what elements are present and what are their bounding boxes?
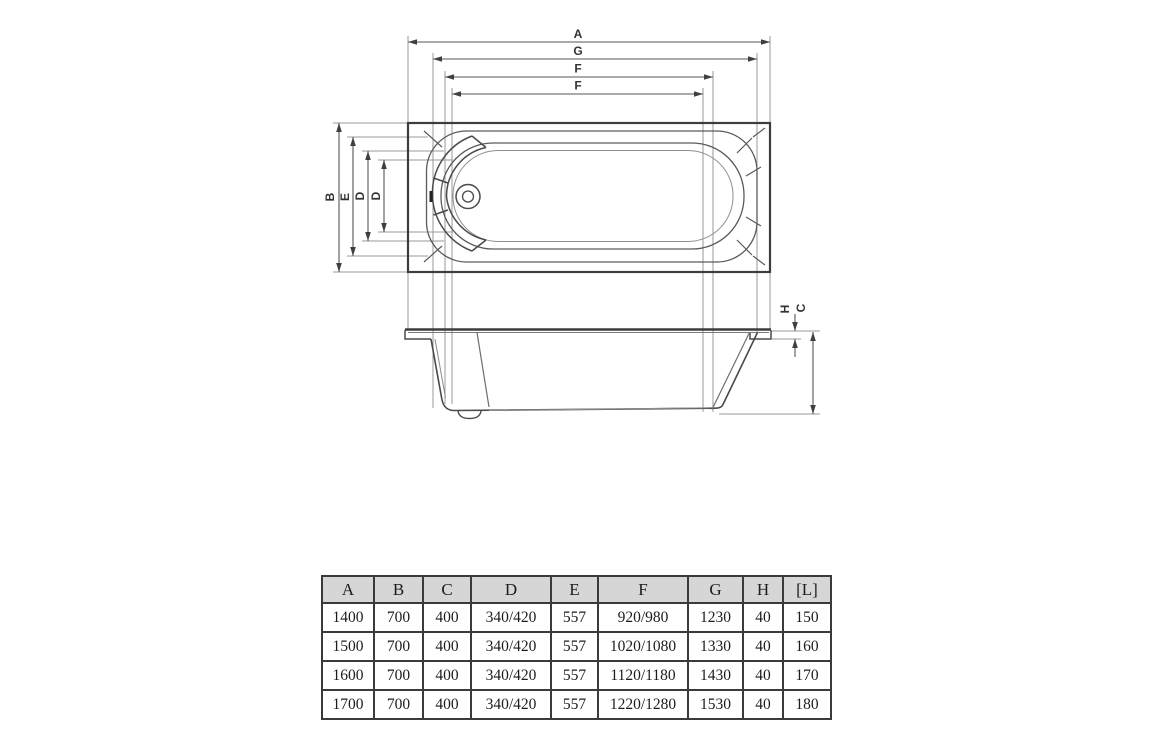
table-header-cell: D [471,576,551,603]
table-cell: 400 [423,632,471,661]
tub-foot [458,411,481,419]
table-header-row [322,576,831,603]
table-cell: 700 [374,661,423,690]
table-cell: 1230 [688,603,743,632]
table-body [322,603,831,719]
table-cell: 400 [423,661,471,690]
table-cell: 40 [743,690,783,719]
basin-bottom-edge [453,151,733,242]
table-cell: 700 [374,603,423,632]
dim-label-d1: D [353,191,367,201]
table-cell: 340/420 [471,661,551,690]
table-head [322,576,831,603]
table-cell: 180 [783,690,831,719]
table-cell: 400 [423,690,471,719]
table-cell: 557 [551,690,598,719]
dim-label-d2: D [369,191,383,201]
right-dimensions [778,303,816,414]
table-cell: 557 [551,603,598,632]
right-flange [750,330,771,339]
drain-icon [456,185,480,209]
table-cell: 40 [743,603,783,632]
table-header-cell: B [374,576,423,603]
table-cell: 40 [743,632,783,661]
table-cell: 1020/1080 [598,632,688,661]
table-row [322,632,831,661]
bathtub-top-view [408,123,770,272]
table-cell: 920/980 [598,603,688,632]
dim-label-b: B [323,192,337,202]
dim-label-h: H [778,304,792,314]
table-row [322,690,831,719]
table-cell: 1330 [688,632,743,661]
table-cell: 700 [374,690,423,719]
table-row [322,603,831,632]
table-cell: 170 [783,661,831,690]
bathtub-side-view [405,330,771,419]
table-cell: 1430 [688,661,743,690]
table-cell: 40 [743,661,783,690]
left-inner-slope [477,333,489,408]
table-cell: 340/420 [471,632,551,661]
table-header-cell: F [598,576,688,603]
dim-label-c: C [794,303,808,313]
table-cell: 1500 [322,632,374,661]
dim-label-a: A [573,27,583,41]
table-cell: 160 [783,632,831,661]
table-header-cell: [L] [783,576,831,603]
top-dimensions [408,27,770,97]
left-dimensions [323,123,387,272]
outer-shell [431,339,714,411]
dimensions-table [321,575,832,720]
dim-label-f2: F [574,78,582,93]
table-cell: 1700 [322,690,374,719]
table-header-cell: H [743,576,783,603]
table-cell: 1120/1180 [598,661,688,690]
table-header-cell: G [688,576,743,603]
table-header-cell: E [551,576,598,603]
table-cell: 150 [783,603,831,632]
dim-label-g: G [573,44,583,58]
right-outer-wall [714,333,758,409]
left-flange [405,330,431,339]
table-row [322,661,831,690]
table-cell: 340/420 [471,603,551,632]
table-cell: 340/420 [471,690,551,719]
table-cell: 1220/1280 [598,690,688,719]
dim-label-f1: F [574,61,582,76]
table-cell: 400 [423,603,471,632]
table-cell: 557 [551,632,598,661]
table-cell: 557 [551,661,598,690]
table-cell: 700 [374,632,423,661]
table-header-cell: C [423,576,471,603]
table-cell: 1400 [322,603,374,632]
table-cell: 1530 [688,690,743,719]
basin-top-edge [441,143,744,249]
right-inner-slope [712,333,750,410]
dim-label-e: E [338,192,352,202]
table-header-cell: A [322,576,374,603]
extension-lines [333,36,820,414]
table-cell: 1600 [322,661,374,690]
